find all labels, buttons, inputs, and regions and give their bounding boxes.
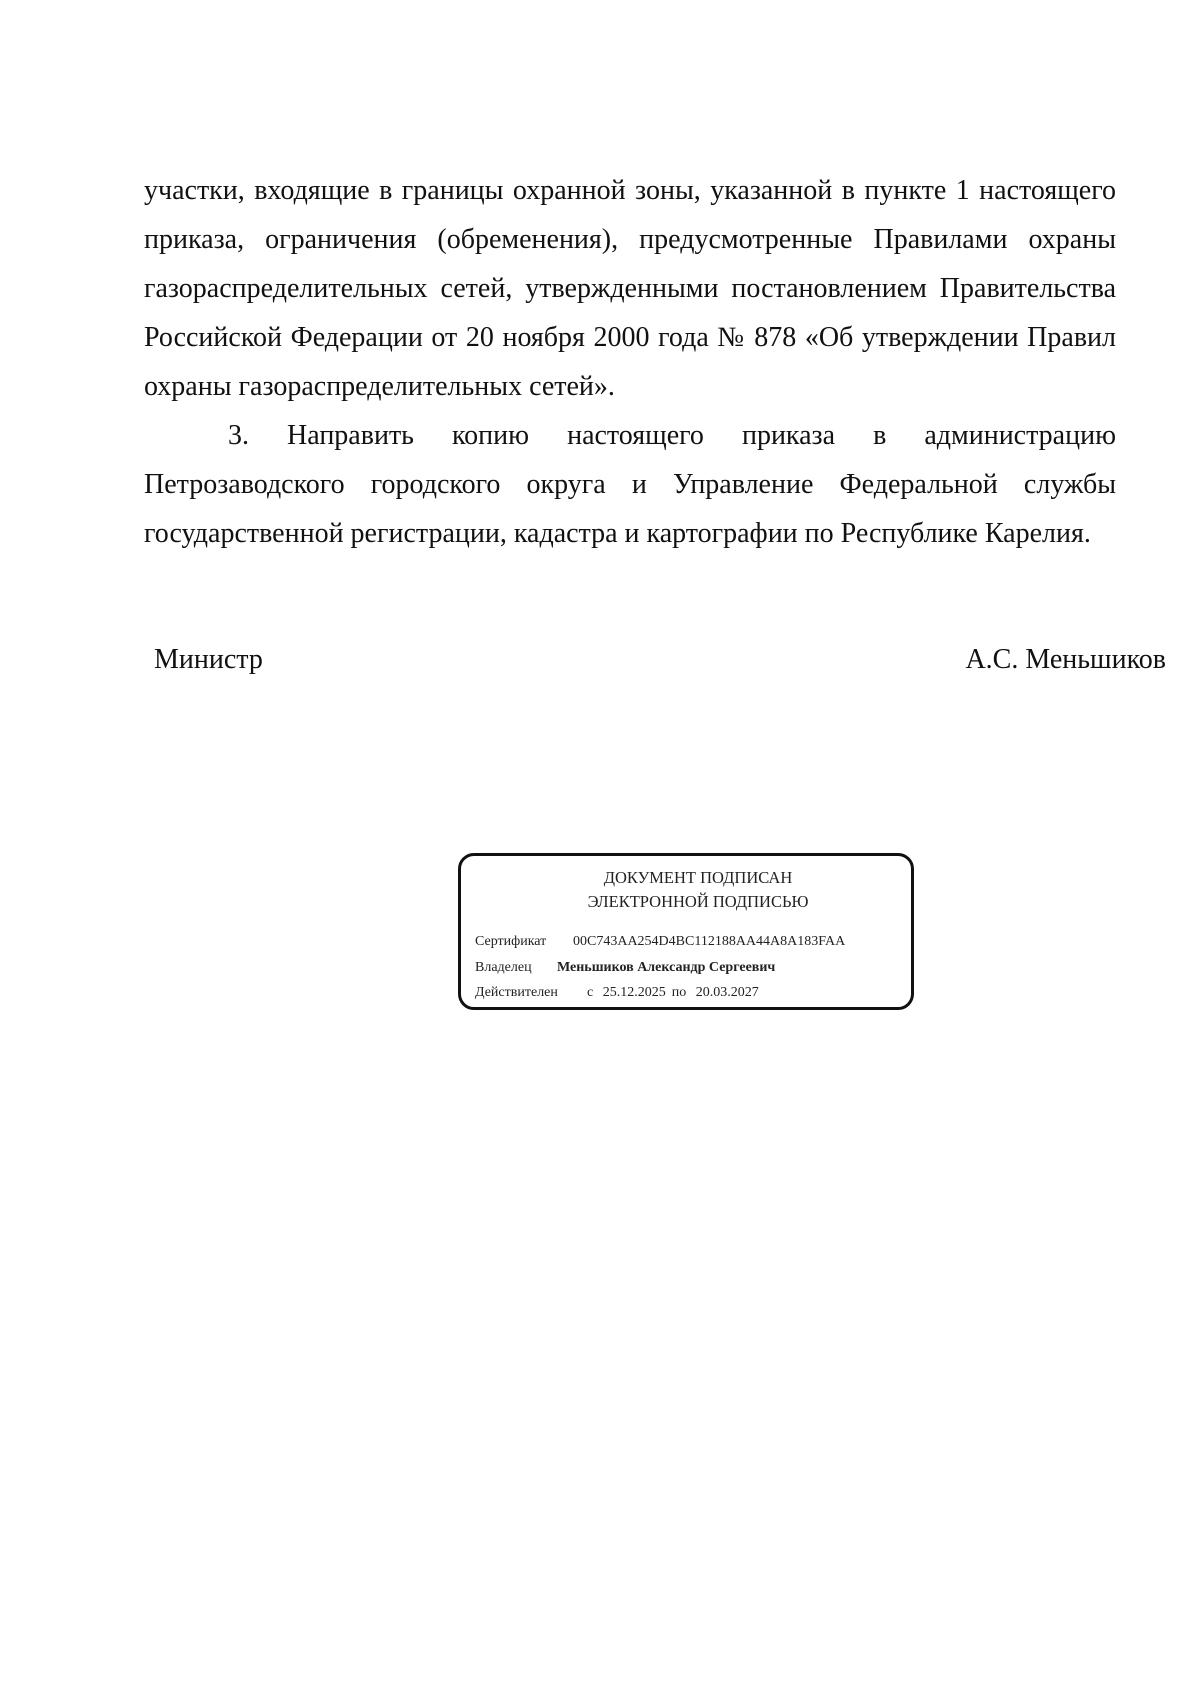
valid-from-date: 25.12.2025 <box>602 985 666 1000</box>
document-body <box>144 166 1116 558</box>
stamp-title-line2: ЭЛЕКТРОННОЙ ПОДПИСЬЮ <box>587 892 809 911</box>
signatory-position: Министр <box>154 644 263 675</box>
signature-block <box>154 640 1166 680</box>
valid-from-prefix: с <box>587 985 594 1000</box>
certificate-value: 00C743AA254D4BC112188AA44A8A183FAA <box>573 934 846 949</box>
valid-to-prefix: по <box>671 985 687 1000</box>
paragraph-continuation: участки, входящие в границы охранной зоны, указанной в пункте 1 настоящего приказа, ограничения (обременения), предусмотренные Правилами охраны газораспределительных сетей, утвержденными постановлением Правительства Российской Федерации от 20 ноября 2000 года № 878 «Об утверждении Правил охраны газораспределительных сетей». <box>144 175 1116 402</box>
stamp-owner-row <box>475 958 775 978</box>
stamp-validity-row <box>475 983 765 1003</box>
certificate-label: Сертификат <box>475 934 547 949</box>
signatory-name: А.С. Меньшиков <box>965 644 1166 675</box>
valid-to-date: 20.03.2027 <box>695 985 759 1000</box>
validity-label: Действителен <box>475 985 558 1000</box>
owner-label: Владелец <box>475 960 532 975</box>
paragraph-item-3: 3. Направить копию настоящего приказа в администрацию Петрозаводского городского округа и Управление Федеральной службы государственной регистрации, кадастра и картографии по Республике Карелия. <box>144 420 1116 549</box>
stamp-title-line1: ДОКУМЕНТ ПОДПИСАН <box>603 868 793 887</box>
stamp-title <box>461 866 911 914</box>
owner-value: Меньшиков Александр Сергеевич <box>557 960 776 975</box>
electronic-signature-stamp <box>458 853 914 1010</box>
stamp-certificate-row <box>475 932 845 952</box>
